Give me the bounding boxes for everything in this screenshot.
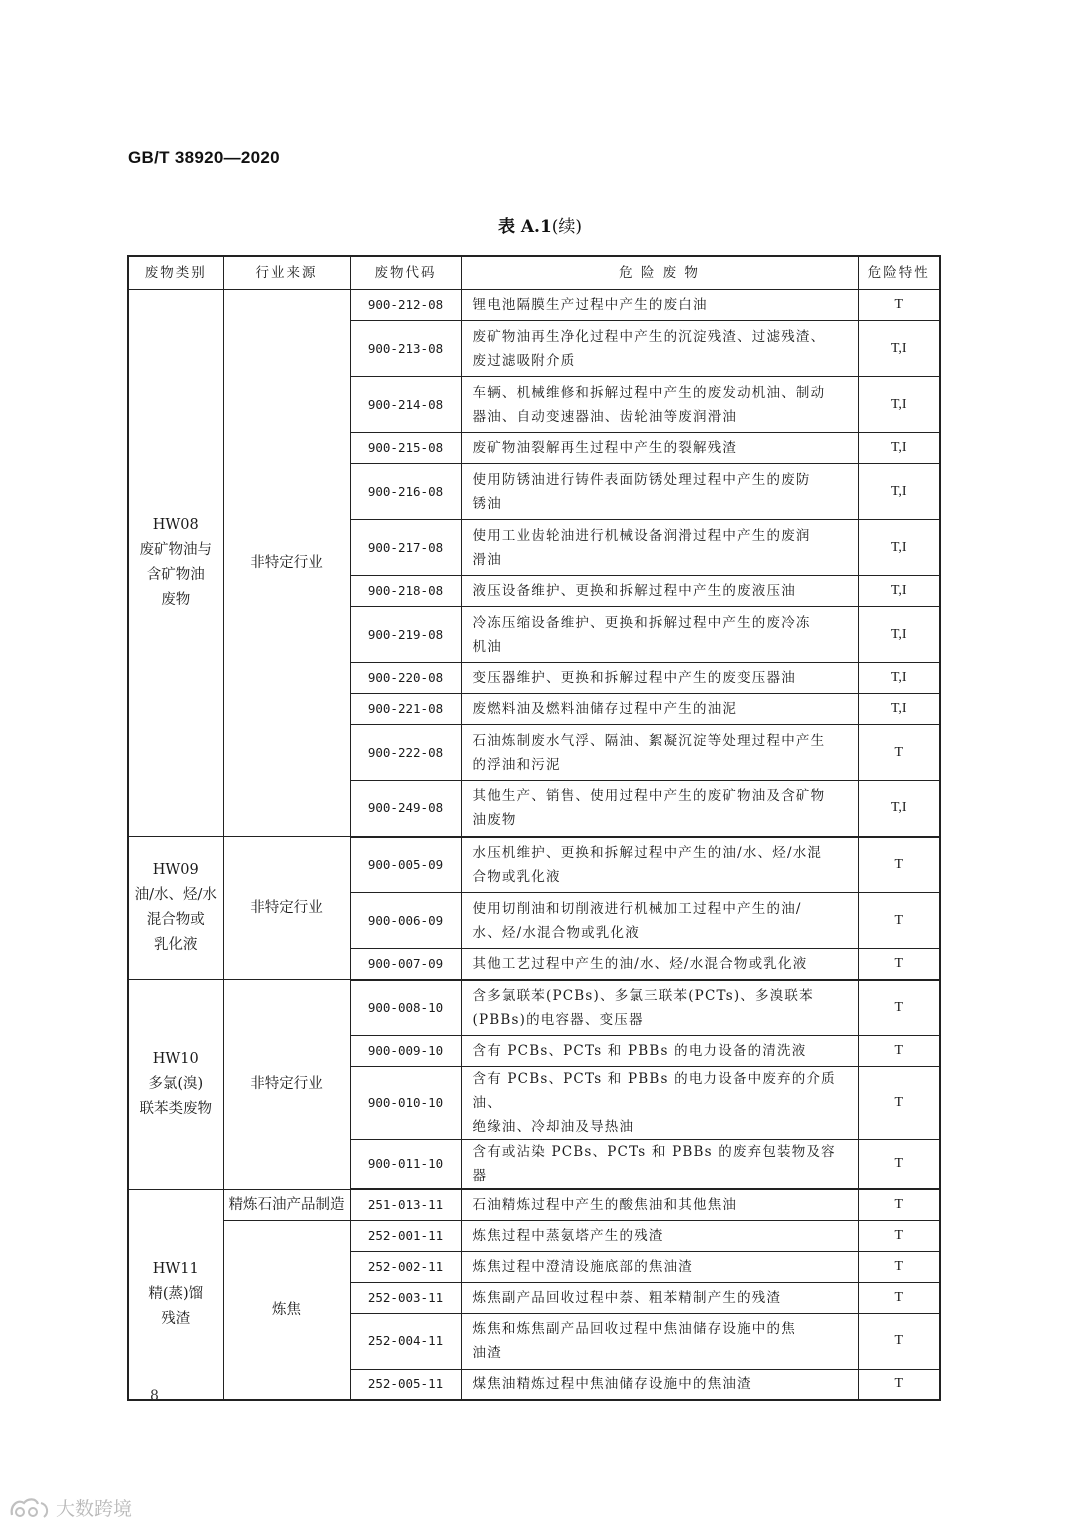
table-title-suffix: (续) <box>551 217 583 237</box>
waste-description-cell <box>461 1313 858 1369</box>
waste-code-cell: 900-222-08 <box>350 725 461 781</box>
description-line: 其他工艺过程中产生的油/水、烃/水混合物或乳化液 <box>472 955 808 972</box>
waste-description-cell <box>461 1067 858 1140</box>
col-header-description: 危 险 废 物 <box>461 256 858 290</box>
waste-description-cell <box>461 1036 858 1067</box>
col-header-industry: 行业来源 <box>223 256 350 290</box>
category-line: HW09 <box>152 862 199 878</box>
industry-cell: 非特定行业 <box>223 980 350 1190</box>
description-line: 的浮油和污泥 <box>472 756 561 773</box>
waste-description-cell <box>461 1282 858 1313</box>
hazard-cell: T <box>858 725 940 781</box>
table-body <box>128 290 940 1401</box>
waste-description-cell <box>461 520 858 576</box>
hazard-cell: T,I <box>858 607 940 663</box>
waste-description-cell <box>461 464 858 520</box>
hazard-cell: T <box>858 980 940 1036</box>
industry-cell: 非特定行业 <box>223 837 350 980</box>
description-line: 车辆、机械维修和拆解过程中产生的废发动机油、制动 <box>472 384 826 401</box>
description-line: 水压机维护、更换和拆解过程中产生的油/水、烃/水混 <box>472 844 823 861</box>
description-line: 使用防锈油进行铸件表面防锈处理过程中产生的废防 <box>472 471 811 488</box>
description-line: 炼焦副产品回收过程中萘、粗苯精制产生的残渣 <box>472 1289 782 1306</box>
category-line: HW10 <box>152 1050 199 1067</box>
waste-description-cell <box>461 576 858 607</box>
waste-code-cell: 900-215-08 <box>350 433 461 464</box>
table-row <box>128 980 940 1036</box>
col-header-category: 废物类别 <box>128 256 223 290</box>
hazard-cell: T <box>858 1140 940 1190</box>
waste-description-cell <box>461 893 858 949</box>
description-line: 含有 PCBs、PCTs 和 PBBs 的电力设备的清洗液 <box>472 1043 807 1059</box>
watermark-logo-icon <box>8 1495 52 1521</box>
hazard-cell: T <box>858 1313 940 1369</box>
page-number: 8 <box>150 1388 159 1404</box>
description-line: 石油精炼过程中产生的酸焦油和其他焦油 <box>472 1196 738 1213</box>
waste-code-cell: 900-217-08 <box>350 520 461 576</box>
category-line: 油/水、烃/水 <box>134 887 217 903</box>
hazard-cell: T <box>858 837 940 893</box>
hazard-cell: T,I <box>858 694 940 725</box>
category-line: 精(蒸)馏 <box>148 1285 204 1302</box>
description-line: 炼焦和炼焦副产品回收过程中焦油储存设施中的焦 <box>472 1321 796 1337</box>
description-line: 含有或沾染 PCBs、PCTs 和 PBBs 的废弃包装物及容器 <box>472 1144 836 1184</box>
waste-description-cell <box>461 1140 858 1190</box>
hazard-cell: T <box>858 893 940 949</box>
waste-code-cell: 900-010-10 <box>350 1067 461 1140</box>
hazard-cell: T <box>858 1220 940 1251</box>
description-line: 煤焦油精炼过程中焦油储存设施中的焦油渣 <box>472 1376 752 1393</box>
waste-description-cell <box>461 290 858 321</box>
hazard-cell: T <box>858 1369 940 1400</box>
waste-description-cell <box>461 607 858 663</box>
description-line: 其他生产、销售、使用过程中产生的废矿物油及含矿物 <box>472 788 826 805</box>
category-line: 多氯(溴) <box>148 1075 204 1092</box>
description-line: (PBBs)的电容器、变压器 <box>472 1011 644 1028</box>
description-line: 炼焦过程中澄清设施底部的焦油渣 <box>472 1258 693 1275</box>
waste-code-cell: 900-007-09 <box>350 949 461 980</box>
category-line: 含矿物油 <box>146 567 205 583</box>
description-line: 液压设备维护、更换和拆解过程中产生的废液压油 <box>472 583 796 599</box>
description-line: 冷冻压缩设备维护、更换和拆解过程中产生的废冷冻 <box>472 614 811 631</box>
description-line: 油废物 <box>472 812 517 829</box>
description-line: 使用切削油和切削液进行机械加工过程中产生的油/ <box>472 900 802 917</box>
description-line: 废矿物油裂解再生过程中产生的裂解残渣 <box>472 440 738 456</box>
hazard-cell: T,I <box>858 433 940 464</box>
hazard-cell: T,I <box>858 464 940 520</box>
waste-code-cell: 900-005-09 <box>350 837 461 893</box>
hazard-cell: T,I <box>858 520 940 576</box>
waste-description-cell <box>461 725 858 781</box>
watermark-text: 大数跨境 <box>56 1498 133 1520</box>
category-line: 混合物或 <box>146 912 205 928</box>
waste-code-cell: 252-003-11 <box>350 1282 461 1313</box>
waste-code-cell: 900-008-10 <box>350 980 461 1036</box>
waste-description-cell <box>461 1251 858 1282</box>
table-row <box>128 1220 940 1251</box>
description-line: 水、烃/水混合物或乳化液 <box>472 924 640 941</box>
waste-description-cell <box>461 321 858 377</box>
category-cell <box>128 980 223 1190</box>
table-row <box>128 290 940 321</box>
waste-description-cell <box>461 980 858 1036</box>
category-cell <box>128 837 223 980</box>
waste-code-cell: 251-013-11 <box>350 1189 461 1220</box>
watermark <box>8 1494 132 1521</box>
industry-cell: 精炼石油产品制造 <box>223 1189 350 1220</box>
hazard-cell: T <box>858 290 940 321</box>
table-title <box>0 212 1080 237</box>
category-cell <box>128 1189 223 1400</box>
waste-code-cell: 252-002-11 <box>350 1251 461 1282</box>
hazard-cell: T <box>858 1067 940 1140</box>
hazard-cell: T,I <box>858 781 940 837</box>
waste-description-cell <box>461 949 858 980</box>
table-row <box>128 837 940 893</box>
category-line: HW08 <box>152 517 199 533</box>
hazard-cell: T <box>858 1251 940 1282</box>
waste-code-cell: 900-006-09 <box>350 893 461 949</box>
description-line: 炼焦过程中蒸氨塔产生的残渣 <box>472 1227 664 1244</box>
category-line: 废物 <box>161 592 191 608</box>
waste-code-cell: 252-001-11 <box>350 1220 461 1251</box>
waste-code-cell: 252-005-11 <box>350 1369 461 1400</box>
standard-code: GB/T 38920—2020 <box>128 148 280 167</box>
industry-cell: 非特定行业 <box>223 290 350 837</box>
waste-code-cell: 900-011-10 <box>350 1140 461 1190</box>
waste-description-cell <box>461 1220 858 1251</box>
description-line: 滑油 <box>472 551 502 568</box>
category-cell <box>128 290 223 837</box>
industry-cell: 炼焦 <box>223 1220 350 1400</box>
waste-description-cell <box>461 1189 858 1220</box>
description-line: 器油、自动变速器油、齿轮油等废润滑油 <box>472 408 738 425</box>
description-line: 使用工业齿轮油进行机械设备润滑过程中产生的废润 <box>472 527 811 544</box>
table-header-row <box>128 256 940 290</box>
description-line: 石油炼制废水气浮、隔油、絮凝沉淀等处理过程中产生 <box>472 732 826 749</box>
category-line: 废矿物油与 <box>139 542 212 558</box>
col-header-hazard: 危险特性 <box>858 256 940 290</box>
description-line: 变压器维护、更换和拆解过程中产生的废变压器油 <box>472 670 796 686</box>
hazard-cell: T,I <box>858 576 940 607</box>
category-line: 乳化液 <box>154 937 198 953</box>
hazard-cell: T,I <box>858 321 940 377</box>
description-line: 废燃料油及燃料油储存过程中产生的油泥 <box>472 701 738 717</box>
description-line: 含有 PCBs、PCTs 和 PBBs 的电力设备中废弃的介质油、 <box>472 1071 836 1111</box>
hazard-cell: T <box>858 949 940 980</box>
col-header-code: 废物代码 <box>350 256 461 290</box>
table-title-main: 表 A.1 <box>497 217 552 237</box>
description-line: 油渣 <box>472 1345 502 1361</box>
waste-description-cell <box>461 781 858 837</box>
hazard-cell: T,I <box>858 663 940 694</box>
description-line: 绝缘油、冷却油及导热油 <box>472 1119 635 1135</box>
description-line: 合物或乳化液 <box>472 868 561 885</box>
waste-table <box>127 255 941 1401</box>
category-line: HW11 <box>152 1260 199 1277</box>
hazard-cell: T <box>858 1189 940 1220</box>
description-line: 废矿物油再生净化过程中产生的沉淀残渣、过滤残渣、 <box>472 328 826 345</box>
waste-description-cell <box>461 663 858 694</box>
hazard-cell: T,I <box>858 377 940 433</box>
waste-code-cell: 900-219-08 <box>350 607 461 663</box>
waste-description-cell <box>461 433 858 464</box>
waste-code-cell: 252-004-11 <box>350 1313 461 1369</box>
description-line: 废过滤吸附介质 <box>472 352 576 369</box>
waste-code-cell: 900-212-08 <box>350 290 461 321</box>
category-line: 残渣 <box>161 1310 191 1327</box>
waste-code-cell: 900-216-08 <box>350 464 461 520</box>
waste-description-cell <box>461 694 858 725</box>
category-line: 联苯类废物 <box>139 1100 212 1117</box>
waste-code-cell: 900-218-08 <box>350 576 461 607</box>
waste-code-cell: 900-213-08 <box>350 321 461 377</box>
waste-code-cell: 900-221-08 <box>350 694 461 725</box>
waste-code-cell: 900-249-08 <box>350 781 461 837</box>
hazard-cell: T <box>858 1036 940 1067</box>
waste-description-cell <box>461 377 858 433</box>
waste-code-cell: 900-214-08 <box>350 377 461 433</box>
hazard-cell: T <box>858 1282 940 1313</box>
description-line: 锈油 <box>472 495 502 512</box>
waste-description-cell <box>461 837 858 893</box>
waste-description-cell <box>461 1369 858 1400</box>
waste-code-cell: 900-220-08 <box>350 663 461 694</box>
description-line: 机油 <box>472 638 502 655</box>
description-line: 含多氯联苯(PCBs)、多氯三联苯(PCTs)、多溴联苯 <box>472 987 814 1004</box>
description-line: 锂电池隔膜生产过程中产生的废白油 <box>472 297 708 313</box>
table-row <box>128 1189 940 1220</box>
waste-code-cell: 900-009-10 <box>350 1036 461 1067</box>
